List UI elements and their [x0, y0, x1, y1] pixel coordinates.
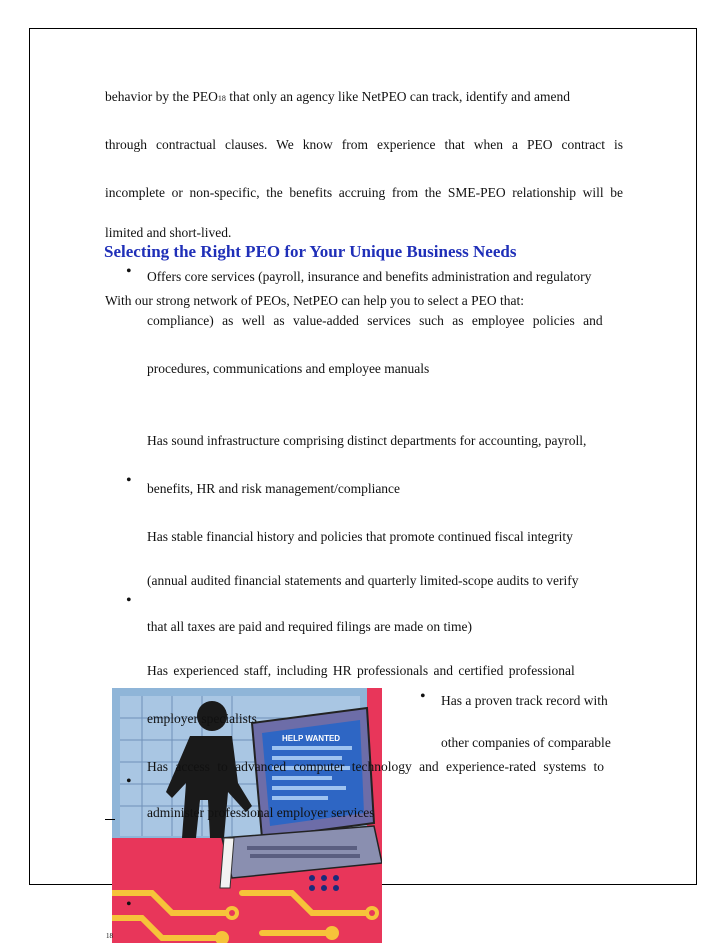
- bullet-4-line-1: Has experienced staff, including HR professionals and certified professional: [147, 663, 575, 678]
- help-wanted-sign: HELP WANTED: [282, 734, 341, 743]
- bullet-2-line-2: benefits, HR and risk management/compliance: [147, 481, 401, 496]
- bullet-1-line-1: Offers core services (payroll, insurance and benefits administration and regulatory: [147, 269, 592, 284]
- bullet-6-line-1: Has a proven track record with: [441, 693, 608, 708]
- bullet-6: •: [420, 688, 426, 705]
- footnote-ref: 18: [217, 94, 226, 103]
- bullet-3-line-1: Has stable financial history and policies that promote continued fiscal integrity: [147, 529, 573, 544]
- bullet-5: •: [126, 773, 132, 790]
- bullet-1-line-3: procedures, communications and employee manuals: [147, 361, 430, 376]
- footnote-number: 18: [106, 932, 113, 940]
- bullet-5-line-2: administer professional employer services: [147, 805, 375, 820]
- bullet-5-line-1: Has access to advanced computer technology and experience-rated systems to: [147, 759, 604, 774]
- bullet-3-line-2: (annual audited financial statements and quarterly limited-scope audits to verify: [147, 573, 579, 588]
- paragraph-line-1: behavior by the PEO18 that only an agency like NetPEO can track, identify and amend: [105, 89, 570, 104]
- bullet-4-line-2: employer specialists: [147, 711, 257, 726]
- bullet-1-line-2: compliance) as well as value-added services such as employee policies and: [147, 313, 603, 328]
- intro-text: With our strong network of PEOs, NetPEO can help you to select a PEO that:: [105, 293, 525, 308]
- bullet-3: •: [126, 592, 132, 609]
- bullet-6-line-2: other companies of comparable: [441, 735, 611, 750]
- bullet-2-line-1: Has sound infrastructure comprising distinct departments for accounting, payroll,: [147, 433, 587, 448]
- paragraph-line-3: incomplete or non-specific, the benefits accruing from the SME-PEO relationship will be: [105, 185, 623, 200]
- bullet-3-line-3: that all taxes are paid and required filings are made on time): [147, 619, 472, 634]
- bullet-1: •: [126, 263, 132, 280]
- paragraph-line-4: limited and short-lived.: [105, 225, 232, 240]
- bullet-7: •: [126, 896, 132, 913]
- paragraph-line-2: through contractual clauses. We know from experience that when a PEO contract is: [105, 137, 623, 152]
- bullet-2: •: [126, 472, 132, 489]
- footnote-separator: [105, 819, 115, 820]
- section-heading: Selecting the Right PEO for Your Unique Business Needs: [104, 242, 517, 261]
